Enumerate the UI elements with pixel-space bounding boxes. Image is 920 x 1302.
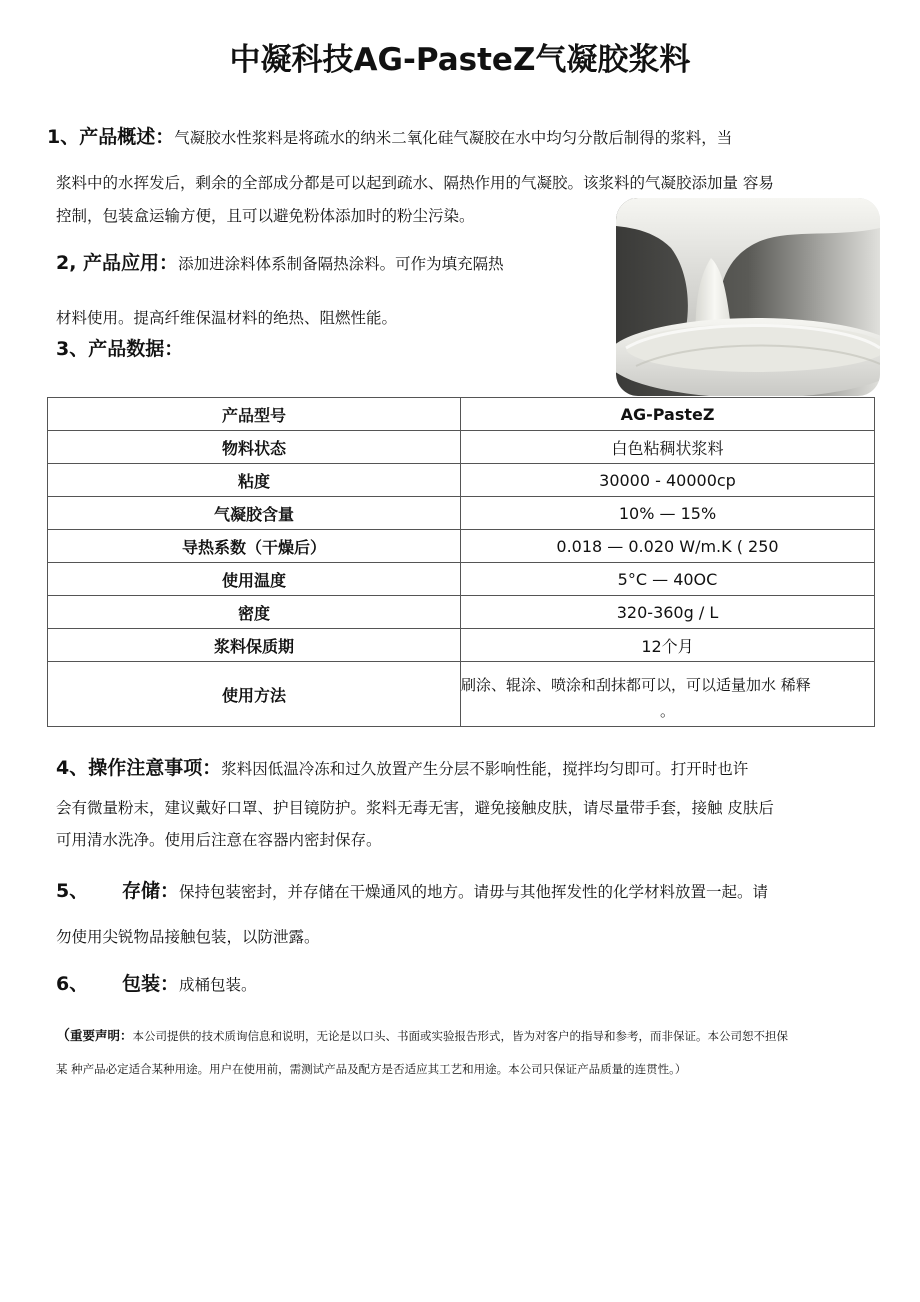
disclaimer — [56, 1025, 788, 1045]
table-value: 5°C — 40OC — [461, 563, 875, 596]
precautions-line-3: 可用清水洗净。使用后注意在容器内密封保存。 — [56, 831, 382, 849]
application-heading: 2, 产品应用： — [56, 252, 179, 274]
overview-line-3: 控制，包装盒运输方便，且可以避免粉体添加时的粉尘污染。 — [56, 207, 475, 225]
packaging-number: 6、 — [56, 973, 89, 995]
disclaimer-line-2: 某 种产品必定适合某种用途。用户在使用前，需测试产品及配方是否适应其工艺和用途。本公司只保证产品质量的连贯性。） — [56, 1062, 687, 1076]
table-key: 物料状态 — [48, 431, 461, 464]
table-key: 使用温度 — [48, 563, 461, 596]
table-key: 粘度 — [48, 464, 461, 497]
table-row — [48, 530, 875, 563]
section-precautions — [56, 753, 748, 780]
usage-line-1: 刷涂、辊涂、喷涂和刮抹都可以，可以适量加水 稀释 — [461, 676, 811, 694]
storage-heading: 存储： — [122, 880, 180, 902]
table-value: 10% — 15% — [461, 497, 875, 530]
table-row — [48, 629, 875, 662]
disclaimer-heading: 重要声明： — [70, 1028, 133, 1043]
precautions-line-2: 会有微量粉末，建议戴好口罩、护目镜防护。浆料无毒无害，避免接触皮肤，请尽量带手套，接触 皮肤后 — [56, 799, 774, 817]
table-row — [48, 596, 875, 629]
data-heading: 3、产品数据： — [56, 338, 184, 360]
packaging-line-1: 成桶包装。 — [179, 976, 257, 994]
section-packaging — [122, 969, 257, 996]
table-value: AG-PasteZ — [461, 398, 875, 431]
application-line-1: 添加进涂料体系制备隔热涂料。可作为填充隔热 — [178, 255, 504, 273]
overview-line-1: 气凝胶水性浆料是将疏水的纳米二氧化硅气凝胶在水中均匀分散后制得的浆料，当 — [174, 129, 733, 147]
table-key: 导热系数（干燥后） — [48, 530, 461, 563]
precautions-line-1: 浆料因低温冷冻和过久放置产生分层不影响性能，搅拌均匀即可。打开时也许 — [221, 760, 749, 778]
storage-number: 5、 — [56, 880, 89, 902]
table-value: 12个月 — [461, 629, 875, 662]
packaging-heading: 包装： — [122, 973, 180, 995]
paste-pour-image — [616, 198, 880, 396]
section-application — [56, 248, 504, 275]
table-key: 使用方法 — [48, 662, 461, 727]
disclaimer-open: （ — [56, 1028, 70, 1044]
table-row — [48, 464, 875, 497]
table-value: 30000 - 40000cp — [461, 464, 875, 497]
table-value-usage — [461, 662, 875, 727]
product-photo — [616, 198, 880, 396]
table-row — [48, 398, 875, 431]
table-value: 320-360g / L — [461, 596, 875, 629]
table-row — [48, 497, 875, 530]
table-key: 气凝胶含量 — [48, 497, 461, 530]
precautions-heading: 4、操作注意事项： — [56, 757, 222, 779]
application-line-2: 材料使用。提高纤维保温材料的绝热、阻燃性能。 — [56, 309, 398, 327]
table-row — [48, 563, 875, 596]
overview-heading: 1、产品概述： — [47, 126, 175, 148]
table-row — [48, 662, 875, 727]
storage-line-2: 勿使用尖锐物品接触包装，以防泄露。 — [56, 928, 320, 946]
section-overview — [47, 122, 732, 149]
table-row — [48, 431, 875, 464]
section-storage — [122, 876, 768, 903]
disclaimer-line-1: 本公司提供的技术质询信息和说明，无论是以口头、书面或实验报告形式，皆为对客户的指导和参考，而非保证。本公司恕不担保 — [132, 1029, 789, 1043]
table-key: 密度 — [48, 596, 461, 629]
page-title: 中凝科技AG-PasteZ气凝胶浆料 — [229, 42, 691, 78]
product-data-table — [47, 397, 875, 727]
storage-line-1: 保持包装密封，并存储在干燥通风的地方。请毋与其他挥发性的化学材料放置一起。请 — [179, 883, 769, 901]
table-key: 浆料保质期 — [48, 629, 461, 662]
overview-line-2: 浆料中的水挥发后，剩余的全部成分都是可以起到疏水、隔热作用的气凝胶。该浆料的气凝胶添加量 容易 — [56, 174, 774, 192]
table-value: 0.018 — 0.020 W/m.K ( 250 — [461, 530, 875, 563]
usage-line-2: 。 — [659, 702, 675, 720]
table-value: 白色粘稠状浆料 — [461, 431, 875, 464]
table-key: 产品型号 — [48, 398, 461, 431]
